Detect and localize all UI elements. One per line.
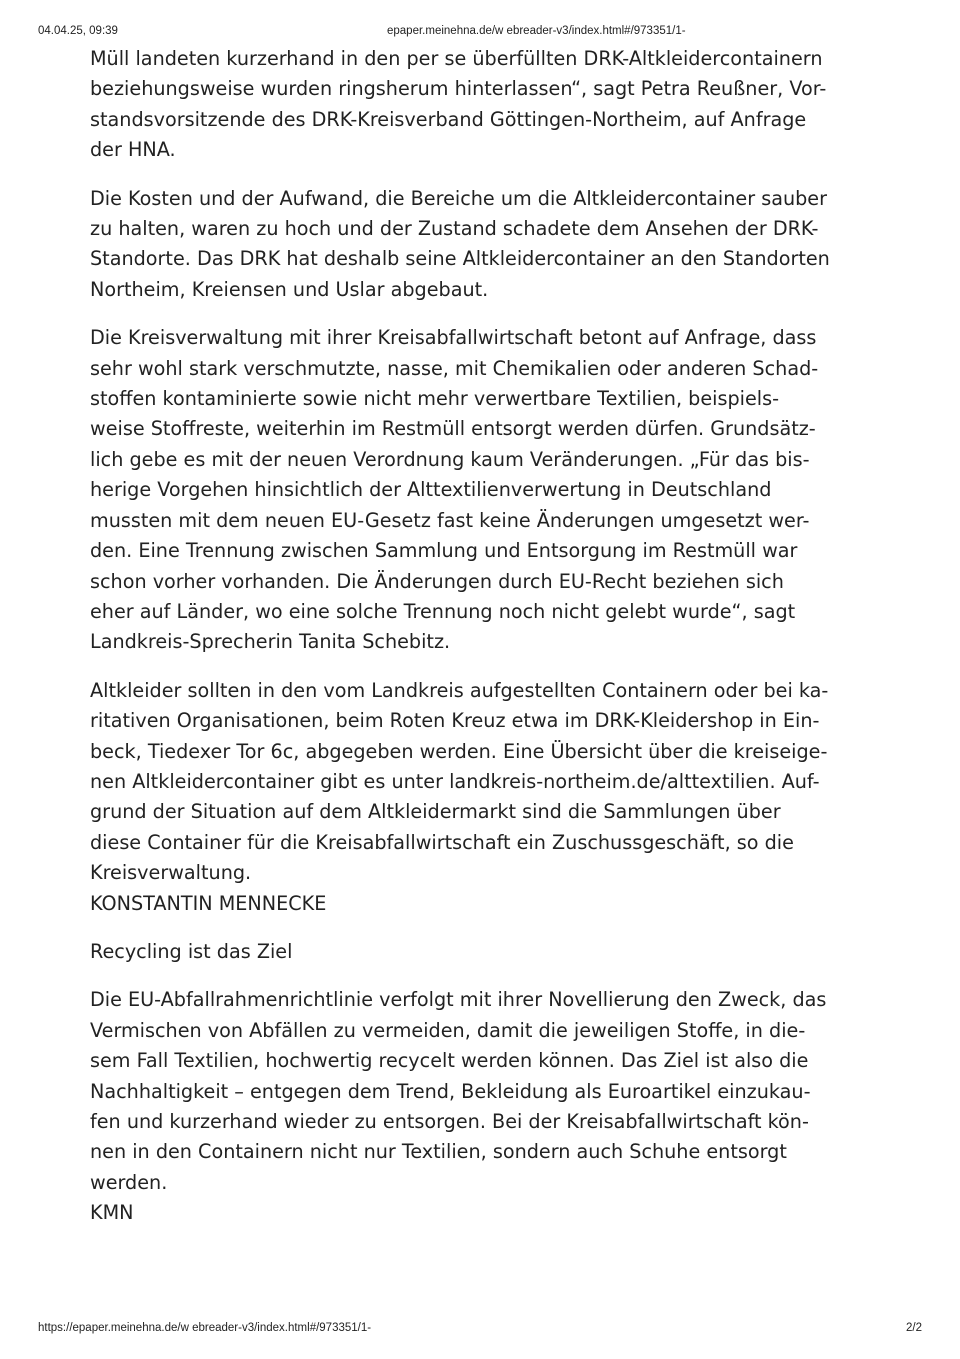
subheading-text: Recycling ist das Ziel: [90, 939, 293, 963]
page-number: 2/2: [906, 1322, 922, 1334]
text-line: weise Stoffreste, weiterhin im Restmüll entsorgt werden dürfen. Grundsätz-: [90, 417, 816, 441]
text-line: lich gebe es mit der neuen Verordnung kaum Veränderungen. „Für das bis-: [90, 447, 810, 471]
paragraph: [90, 323, 890, 657]
text-line: den. Eine Trennung zwischen Sammlung und Entsorgung im Restmüll war: [90, 539, 798, 563]
text-line: Die Kosten und der Aufwand, die Bereiche um die Altkleidercontainer sauber: [90, 186, 828, 210]
text-line: eher auf Länder, wo eine solche Trennung noch nicht gelebt wurde“, sagt: [90, 599, 796, 623]
text-line: Die Kreisverwaltung mit ihrer Kreisabfallwirtschaft betont auf Anfrage, dass: [90, 326, 817, 350]
text-line: Müll landeten kurzerhand in den per se überfüllten DRK-Altkleidercontainern: [90, 47, 823, 70]
print-footer-url: https://epaper.meinehna.de/w ebreader-v3/index.html#/973351/1-: [38, 1322, 372, 1334]
text-line: der HNA.: [90, 138, 176, 162]
text-line: stoffen kontaminierte sowie nicht mehr verwertbare Textilien, beispiels-: [90, 387, 780, 411]
text-line: Kreisverwaltung.: [90, 861, 252, 885]
author-byline: KONSTANTIN MENNECKE: [90, 891, 327, 915]
paragraph: [90, 44, 890, 166]
paragraph: [90, 676, 890, 919]
text-line: ritativen Organisationen, beim Roten Kreuz etwa im DRK-Kleidershop in Ein-: [90, 709, 820, 733]
paragraph: [90, 184, 890, 306]
text-line: Altkleider sollten in den vom Landkreis aufgestellten Containern oder bei ka-: [90, 678, 829, 702]
author-byline: KMN: [90, 1201, 134, 1225]
text-line: grund der Situation auf dem Altkleidermarkt sind die Sammlungen über: [90, 800, 781, 824]
text-line: beziehungsweise wurden ringsherum hinterlassen“, sagt Petra Reußner, Vor-: [90, 77, 827, 101]
text-line: diese Container für die Kreisabfallwirtschaft ein Zuschussgeschäft, so die: [90, 830, 794, 854]
print-footer: [38, 1322, 922, 1338]
text-line: mussten mit dem neuen EU-Gesetz fast keine Änderungen umgesetzt wer-: [90, 508, 810, 532]
article-body: [90, 44, 890, 1247]
text-line: Die EU-Abfallrahmenrichtlinie verfolgt mit ihrer Novellierung den Zweck, das: [90, 988, 827, 1012]
text-line: Northeim, Kreiensen und Uslar abgebaut.: [90, 277, 489, 301]
subheading: [90, 937, 890, 967]
print-header-url: epaper.meinehna.de/w ebreader-v3/index.html#/973351/1-: [387, 25, 686, 37]
paragraph: [90, 985, 890, 1228]
text-line: fen und kurzerhand wieder zu entsorgen. Bei der Kreisabfallwirtschaft kön-: [90, 1110, 809, 1133]
text-line: sehr wohl stark verschmutzte, nasse, mit Chemikalien oder anderen Schad-: [90, 356, 819, 380]
text-line: standsvorsitzende des DRK-Kreisverband Göttingen-Northeim, auf Anfrage: [90, 107, 807, 131]
text-line: zu halten, waren zu hoch und der Zustand schadete dem Ansehen der DRK-: [90, 217, 819, 241]
text-line: herige Vorgehen hinsichtlich der Alttextilienverwertung in Deutschland: [90, 478, 772, 502]
text-line: beck, Tiedexer Tor 6c, abgegeben werden. Eine Übersicht über die kreiseige-: [90, 739, 828, 763]
text-line: sem Fall Textilien, hochwertig recycelt werden können. Das Ziel ist also die: [90, 1049, 809, 1073]
text-line: Vermischen von Abfällen zu vermeiden, damit die jeweiligen Stoffe, in die-: [90, 1018, 806, 1042]
text-line: nen Altkleidercontainer gibt es unter landkreis-northeim.de/alttextilien. Auf-: [90, 769, 820, 793]
print-header: [38, 25, 922, 41]
print-datetime: 04.04.25, 09:39: [38, 25, 118, 37]
text-line: Nachhaltigkeit – entgegen dem Trend, Bekleidung als Euroartikel einzukau-: [90, 1079, 811, 1103]
text-line: nen in den Containern nicht nur Textilien, sondern auch Schuhe entsorgt: [90, 1140, 787, 1164]
text-line: schon vorher vorhanden. Die Änderungen durch EU-Recht beziehen sich: [90, 569, 784, 593]
text-line: werden.: [90, 1170, 168, 1194]
text-line: Landkreis-Sprecherin Tanita Schebitz.: [90, 630, 451, 654]
text-line: Standorte. Das DRK hat deshalb seine Altkleidercontainer an den Standorten: [90, 247, 830, 271]
